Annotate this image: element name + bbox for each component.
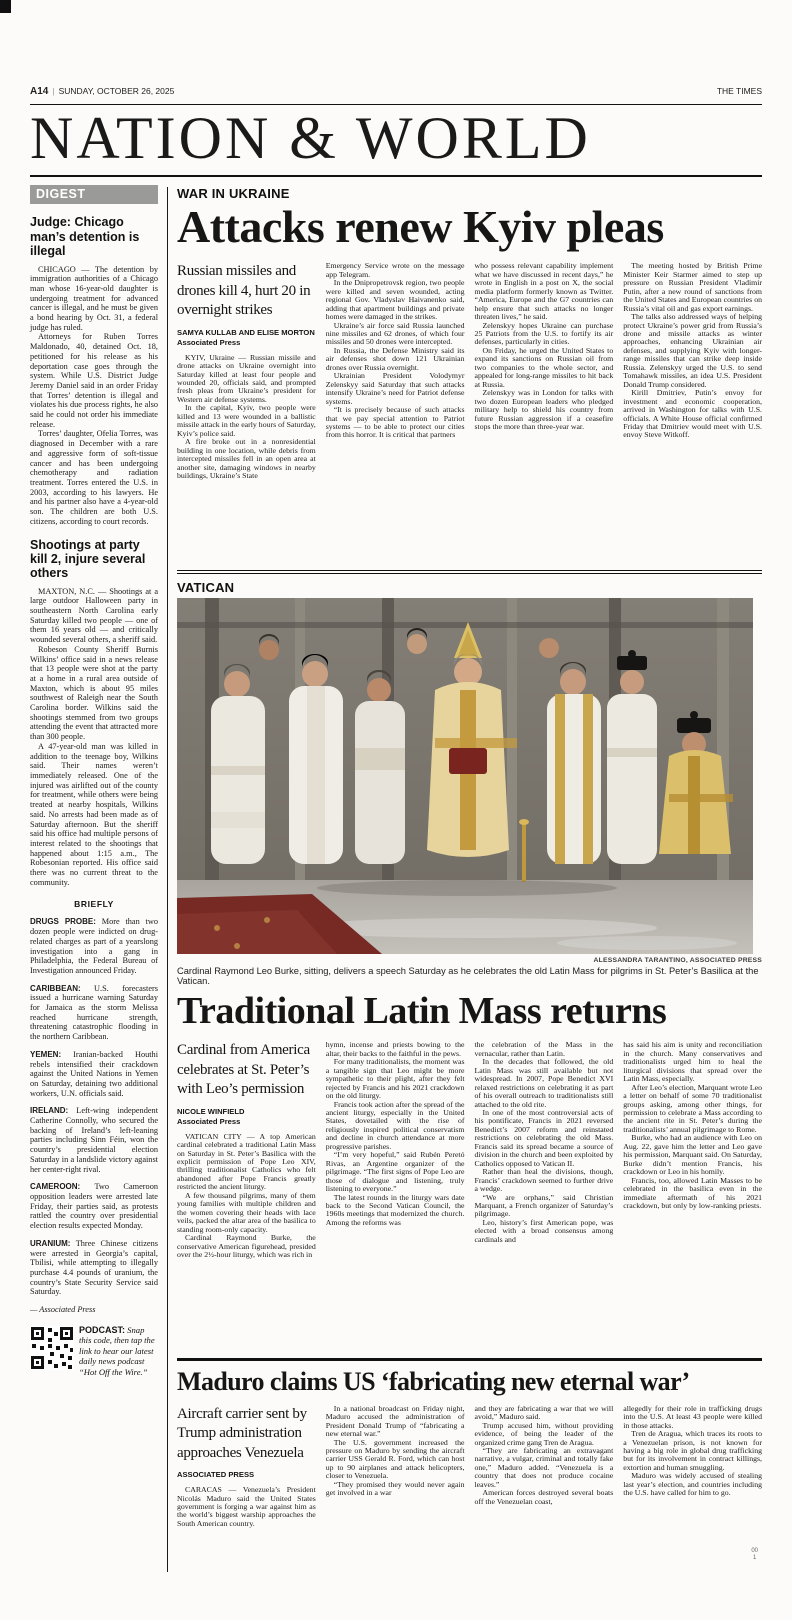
ukraine-col-4: [623, 262, 762, 562]
podcast-text: Snap this code, then tap the link to hear our latest daily news podcast “Hot Off the Wire.”: [79, 1324, 155, 1377]
article-paragraph: In the Dnipropetrovsk region, two people were killed and seven wounded, acting regional Gov. Vladyslav Haivanenko said, adding that apartment buildings and private homes were damaged in the strikes.: [325, 278, 465, 322]
article-paragraph: In one of the most controversial acts of his pontificate, Francis in 2021 reversed Benedict’s 2007 reform and reinstated restrictions on celebrating the old Mass. Francis said its spread became a source of division in the church and been exploited by Catholics opposed to Vatican II.: [474, 1108, 614, 1168]
article-paragraph: Tren de Aragua, which traces its roots to a Venezuelan prison, is not known for having a big role in global drug trafficking but for its involvement in contract killings, extortion and human smuggling.: [623, 1429, 762, 1472]
article-paragraph: American forces destroyed several boats off the Venezuelan coast,: [474, 1488, 614, 1506]
article-paragraph: Ukrainian President Volodymyr Zelenskyy said Saturday that such attacks intensify Ukraine’s need for Patriot defense systems.: [325, 371, 465, 406]
brief-item: [30, 1050, 158, 1099]
ukraine-byline: [177, 328, 316, 348]
digest-story1-headline: Judge: Chicago man’s detention is illegal: [30, 215, 140, 259]
ukraine-subhead: Russian missiles and drones kill 4, hurt 20 in overnight strikes: [177, 263, 311, 319]
section-divider: [177, 1358, 762, 1361]
article-paragraph: The talks also addressed ways of helping protect Ukraine’s power grid from Russia’s drone and missile attacks as winter approaches, enhancing Ukrainian air defenses, and supplying Kyiv with longer-range missiles that can strike deep inside Russia. Zelenskyy urged the U.S. to send Tomahawk missiles, an idea U.S. President Donald Trump considered.: [623, 312, 762, 389]
article-paragraph: and they are fabricating a war that we will avoid,” Maduro said.: [474, 1404, 614, 1422]
main-area: [177, 185, 762, 1596]
maduro-subhead: Aircraft carrier sent by Trump administration approaches Venezuela: [177, 1405, 307, 1461]
article-paragraph: Rather than heal the divisions, though, Francis’ crackdown seemed to further drive a wedge.: [474, 1167, 614, 1194]
photo-caption: Cardinal Raymond Leo Burke, sitting, delivers a speech Saturday as he celebrates the old Latin Mass for pilgrims in St. Peter’s Basilica at the Vatican.: [177, 966, 759, 987]
digest-paragraph: Robeson County Sheriff Burnis Wilkins’ office said in a news release that 13 people were shot at the party at a home in a rural area outside of Maxton, which is about 95 miles southwest of Raleigh near the South Carolina border. Wilkins said the shootings stemmed from two groups attending the event that attracted more than 300 people.: [30, 644, 158, 742]
article-paragraph: A fire broke out in a nonresidential building in one location, while debris from intercepted missiles fell in an open area at another site, damaging windows in nearby buildings, Ukraine’s State: [177, 437, 316, 480]
brief-tag: CARIBBEAN:: [30, 983, 81, 993]
section-divider: [177, 570, 762, 574]
article-paragraph: Francis took action after the spread of the ancient liturgy, especially in the United States, dovetailed with the rise of religiously inspired political conservatism and decline in church attendance at more progressive parishes.: [325, 1099, 465, 1151]
brief-item: [30, 1239, 158, 1297]
byline-authors: NICOLE WINFIELD: [177, 1106, 245, 1116]
page-date: SUNDAY, OCTOBER 26, 2025: [58, 86, 175, 96]
article-paragraph: Ukraine’s air force said Russia launched nine missiles and 62 drones, of which four missiles and 50 drones were intercepted.: [325, 320, 465, 347]
article-paragraph: “They promised they would never again get involved in a war: [325, 1479, 465, 1498]
vatican-photo-wrap: [177, 598, 762, 986]
maduro-col-3: [475, 1405, 614, 1597]
brief-item: [30, 1182, 158, 1231]
ukraine-col-1: [177, 262, 316, 562]
article-paragraph: “It is precisely because of such attacks that we pay special attention to Patriot systems — to be able to protect our cities from this horror. It is critical that partners: [325, 405, 465, 440]
fold-mark: 00 1: [751, 1548, 758, 1562]
section-title: NATION & WORLD: [30, 105, 591, 171]
brief-text: More than two dozen people were indicted on drug-related charges as part of a yearslong investigation into a gang in Philadelphia, the Federal Bureau of Investigation announced Friday.: [30, 917, 158, 975]
article-paragraph: Emergency Service wrote on the message app Telegram.: [325, 262, 465, 279]
article-paragraph: who possess relevant capability implement what we have discussed in recent days,” he wrote in English in a post on X, the social media platform formerly known as Twitter. “America, Europe and the G7 countries can help ensure that such attacks no longer threaten lives,” he said.: [474, 262, 614, 322]
digest-column: [30, 185, 158, 1596]
byline-org: Associated Press: [177, 1116, 241, 1126]
byline-org: Associated Press: [177, 337, 241, 347]
vatican-byline: [177, 1107, 316, 1127]
digest-story2-headline: Shootings at party kill 2, injure several others: [30, 537, 146, 581]
vatican-article: [177, 580, 762, 1349]
page-number: A14: [30, 86, 49, 97]
byline-authors: ASSOCIATED PRESS: [177, 1470, 255, 1480]
article-paragraph: Francis, too, allowed Latin Masses to be celebrated in the basilica even in the immediate aftermath of his 2021 crackdown, but only by low-ranking priests.: [623, 1175, 762, 1210]
brief-tag: DRUGS PROBE:: [30, 917, 96, 927]
paper-name: THE TIMES: [716, 86, 762, 96]
maduro-byline: [177, 1470, 316, 1480]
page-meta: [30, 86, 762, 97]
article-paragraph: In Russia, the Defense Ministry said its air defenses shot down 121 Ukrainian drones over Russia overnight.: [325, 345, 465, 372]
article-paragraph: VATICAN CITY — A top American cardinal celebrated a traditional Latin Mass on Saturday in St. Peter’s Basilica with the explicit permission of Pope Leo XIV, thrilling traditionalist Catholics who felt abandoned after Pope Francis greatly restricted the ancient liturgy.: [177, 1131, 316, 1192]
vatican-subhead: Cardinal from America celebrates at St. Peter’s with Leo’s permission: [177, 1042, 310, 1098]
page-content: [0, 177, 792, 1596]
article-paragraph: In a national broadcast on Friday night, Maduro accused the administration of President Donald Trump of “fabricating a new eternal war.”: [325, 1404, 465, 1439]
page-header: [0, 0, 792, 177]
article-paragraph: “I’m very hopeful,” said Rubén Peretó Rivas, an Argentine organizer of the pilgrimage. “The first signs of Pope Leo are those of dialogue and listening, truly listening to everyone.”: [325, 1150, 465, 1194]
brief-text: U.S. forecasters issued a hurricane warning Saturday for Jamaica as the storm Melissa reached hurricane strength, threatening catastrophic flooding in the northern Caribbean.: [30, 983, 159, 1042]
photo-credit: ALESSANDRA TARANTINO, ASSOCIATED PRESS: [593, 957, 762, 965]
brief-text: Three Chinese citizens were arrested in Georgia’s capital, Tbilisi, while attempting to illegally purchase 4.4 pounds of uranium, the country’s State Security Service said Saturday.: [30, 1238, 158, 1297]
article-paragraph: Leo, history’s first American pope, was elected with a broad consensus among cardinals and: [474, 1217, 614, 1244]
brief-text: Two Cameroon opposition leaders were arrested late Friday, their parties said, as protests rattled the country over presidential election results expected Monday.: [30, 1182, 158, 1231]
digest-paragraph: CHICAGO — The detention by immigration authorities of a Chicago man whose 16-year-old daughter is undergoing treatment for advanced cancer is illegal, and he must be given a bond hearing by Oct. 31, a federal judge has ruled.: [30, 264, 158, 332]
article-paragraph: Maduro was widely accused of stealing last year’s election, and countries including the U.S. have called for him to go.: [623, 1471, 762, 1498]
crop-mark: [0, 0, 11, 13]
article-paragraph: The latest rounds in the liturgy wars date back to the Second Vatican Council, the 1960s meetings that modernized the church. Among the reforms was: [325, 1192, 465, 1227]
brief-item: [30, 917, 158, 975]
article-paragraph: Zelenskyy hopes Ukraine can purchase 25 Patriots from the U.S. to fortify its air defenses, particularly in cities.: [474, 320, 614, 347]
article-paragraph: KYIV, Ukraine — Russian missile and drone attacks on Ukraine overnight into Saturday killed at least four people and wounded 20, officials said, and prompted fresh pleas from Ukraine’s president for Western air defense systems.: [177, 352, 316, 404]
digest-label: DIGEST: [30, 185, 158, 204]
article-paragraph: Kirill Dmitriev, Putin’s envoy for investment and economic cooperation, arrived in Washington for talks with U.S. officials. A White House official confirmed Friday that Dmitriev would meet with U.S. envoy Steve Witkoff.: [623, 388, 762, 440]
ukraine-kicker: WAR IN UKRAINE: [177, 186, 290, 202]
digest-attribution: — Associated Press: [30, 1305, 96, 1315]
brief-tag: URANIUM:: [30, 1238, 71, 1248]
article-paragraph: The U.S. government increased the pressure on Maduro by sending the aircraft carrier USS Gerald R. Ford, which can host up to 90 airplanes and attack helicopters, closer to Venezuela.: [325, 1437, 465, 1481]
meta-separator: |: [52, 86, 55, 96]
article-paragraph: In the decades that followed, the old Latin Mass was still available but not widespread. In 2007, Pope Benedict XVI relaxed restrictions on celebrating it as part of his overall outreach to traditionalists still attached to the old rite.: [474, 1057, 614, 1109]
article-paragraph: has said his aim is unity and reconciliation in the church. Many conservatives and traditionalists urged him to heal the liturgical divisions that spread over the Latin Mass, especially.: [623, 1041, 762, 1084]
vatican-col-1: [177, 1041, 316, 1349]
vatican-kicker: VATICAN: [177, 580, 235, 596]
ukraine-col-3: [475, 262, 614, 562]
article-paragraph: hymn, incense and priests bowing to the altar, their backs to the faithful in the pews.: [325, 1041, 465, 1058]
article-paragraph: Cardinal Raymond Burke, the conservative American figurehead, presided over the 2½-hour liturgy, which was rich in: [177, 1233, 316, 1259]
article-paragraph: On Friday, he urged the United States to expand its sanctions on Russian oil from two companies to the whole sector, and appealed for long-range missiles to hit back at Russia.: [474, 345, 614, 389]
podcast-label: PODCAST:: [79, 1324, 126, 1335]
brief-text: Iranian-backed Houthi rebels intensified their crackdown against the United Nations in Yemen on Saturday, detaining two additional workers, U.N. officials said.: [30, 1049, 159, 1098]
brief-item: [30, 984, 158, 1042]
digest-paragraph: A 47-year-old man was killed in addition to the teenage boy, Wilkins said. Their names weren’t immediately released. One of the injured was airlifted out of the county for treatment, while others were being treated at nearby hospitals, Wilkins said. No arrests had been made as of Saturday afternoon. But the sheriff said his office had multiple persons of interest related to the shootings that happened about 1:15 a.m., The Robesonian reported. His office said there was no current threat to the community.: [30, 741, 158, 887]
article-paragraph: After Leo’s election, Marquant wrote Leo a letter on behalf of some 70 traditionalist groups asking, among other things, for permission to celebrate a Mass according to the ancient rite in St. Peter’s during the traditionalists’ annual pilgrimage to Rome.: [623, 1082, 762, 1134]
vatican-headline: Traditional Latin Mass returns: [177, 990, 667, 1033]
brief-tag: YEMEN:: [30, 1049, 62, 1059]
article-paragraph: Zelenskyy was in London for talks with two dozen European leaders who pledged military help to shield his country from future Russian aggression if a ceasefire stops the more than three-year war.: [474, 388, 614, 431]
article-paragraph: allegedly for their role in trafficking drugs into the U.S. At least 43 people were killed in those attacks.: [623, 1404, 762, 1430]
digest-paragraph: MAXTON, N.C. — Shootings at a large outdoor Halloween party in southeastern North Carolina early Saturday killed two people — one of them 16 years old — and critically wounded several others, a sheriff said.: [30, 586, 158, 645]
brief-item: [30, 1106, 158, 1174]
article-paragraph: In the capital, Kyiv, two people were killed and 13 were wounded in a ballistic missile attack in the early hours of Saturday, Kyiv’s police said.: [177, 403, 316, 438]
maduro-article: [177, 1368, 762, 1596]
article-paragraph: The meeting hosted by British Prime Minister Keir Starmer aimed to step up pressure on Russian President Vladimir Putin, after a new round of sanctions from the United States and European countries on Russia’s vital oil and gas export earnings.: [623, 262, 762, 313]
brief-tag: IRELAND:: [30, 1106, 69, 1116]
briefly-label: BRIEFLY: [74, 899, 114, 910]
digest-paragraph: Torres’ daughter, Ofelia Torres, was diagnosed in December with a rare and aggressive form of soft-tissue cancer and has been undergoing chemotherapy and radiation treatment. Torres entered the U.S. in 2003, according to his lawyers. He and his partner also have a 4-year-old son. The children are both U.S. citizens, according to court records.: [30, 429, 158, 526]
article-paragraph: Trump accused him, without providing evidence, of being the leader of the organized crime gang Tren de Aragua.: [474, 1420, 614, 1447]
article-paragraph: CARACAS — Venezuela’s President Nicolás Maduro said the United States government is forging a war against him as the world’s biggest warship approaches the South American country.: [177, 1485, 316, 1528]
maduro-col-1: [177, 1405, 316, 1597]
brief-text: Left-wing independent Catherine Connolly, who secured the backing of Ireland’s left-leaning parties including Sinn Féin, won the country’s presidential election Saturday in a landslide victory against her center-right rival.: [30, 1106, 158, 1174]
maduro-col-2: [326, 1405, 465, 1597]
vatican-col-2: [326, 1041, 465, 1349]
vatican-col-3: [475, 1041, 614, 1349]
brief-tag: CAMEROON:: [30, 1182, 81, 1192]
article-paragraph: For many traditionalists, the moment was a tangible sign that Leo might be more sympathetic to their plight, after they felt rejected by Francis and his 2021 crackdown on the old liturgy.: [325, 1057, 465, 1101]
article-paragraph: “We are orphans,” said Christian Marquant, a French organizer of Saturday’s pilgrimage.: [474, 1192, 614, 1219]
podcast-promo: [30, 1325, 158, 1378]
article-paragraph: “They are fabricating an extravagant narrative, a vulgar, criminal and totally fake one,” Maduro added. “Venezuela is a country that does not produce cocaine leaves.”: [474, 1445, 614, 1489]
article-paragraph: the celebration of the Mass in the vernacular, rather than Latin.: [474, 1041, 614, 1058]
ukraine-headline: Attacks renew Kyiv pleas: [177, 201, 664, 253]
maduro-col-4: [623, 1405, 762, 1597]
vatican-photo: [177, 598, 753, 954]
qr-code-icon: [30, 1326, 74, 1370]
maduro-headline: Maduro claims US ‘fabricating new eternal war’: [177, 1367, 690, 1397]
ukraine-col-2: [326, 262, 465, 562]
digest-paragraph: Attorneys for Ruben Torres Maldonado, 40, detained Oct. 18, petitioned for his release as his deportation case goes through the system. While U.S. District Judge Jeremy Daniel said in an order Friday that Torres’ detention is illegal and violates his due process rights, he also said he could not order his immediate release.: [30, 332, 158, 429]
vatican-col-4: [623, 1041, 762, 1349]
article-paragraph: Burke, who had an audience with Leo on Aug. 22, gave him the letter and Leo gave his permission, Marquant said. On Saturday, Burke didn’t mention Francis, his crackdown or Leo in his homily.: [623, 1133, 762, 1177]
article-paragraph: A few thousand pilgrims, many of them young families with multiple children and the women covering their heads with lace veils, packed the altar area of the basilica to standing room-only capacity.: [177, 1190, 316, 1234]
ukraine-article: [177, 186, 762, 562]
column-divider: [167, 187, 168, 1572]
byline-authors: SAMYA KULLAB AND ELISE MORTON: [177, 327, 315, 337]
